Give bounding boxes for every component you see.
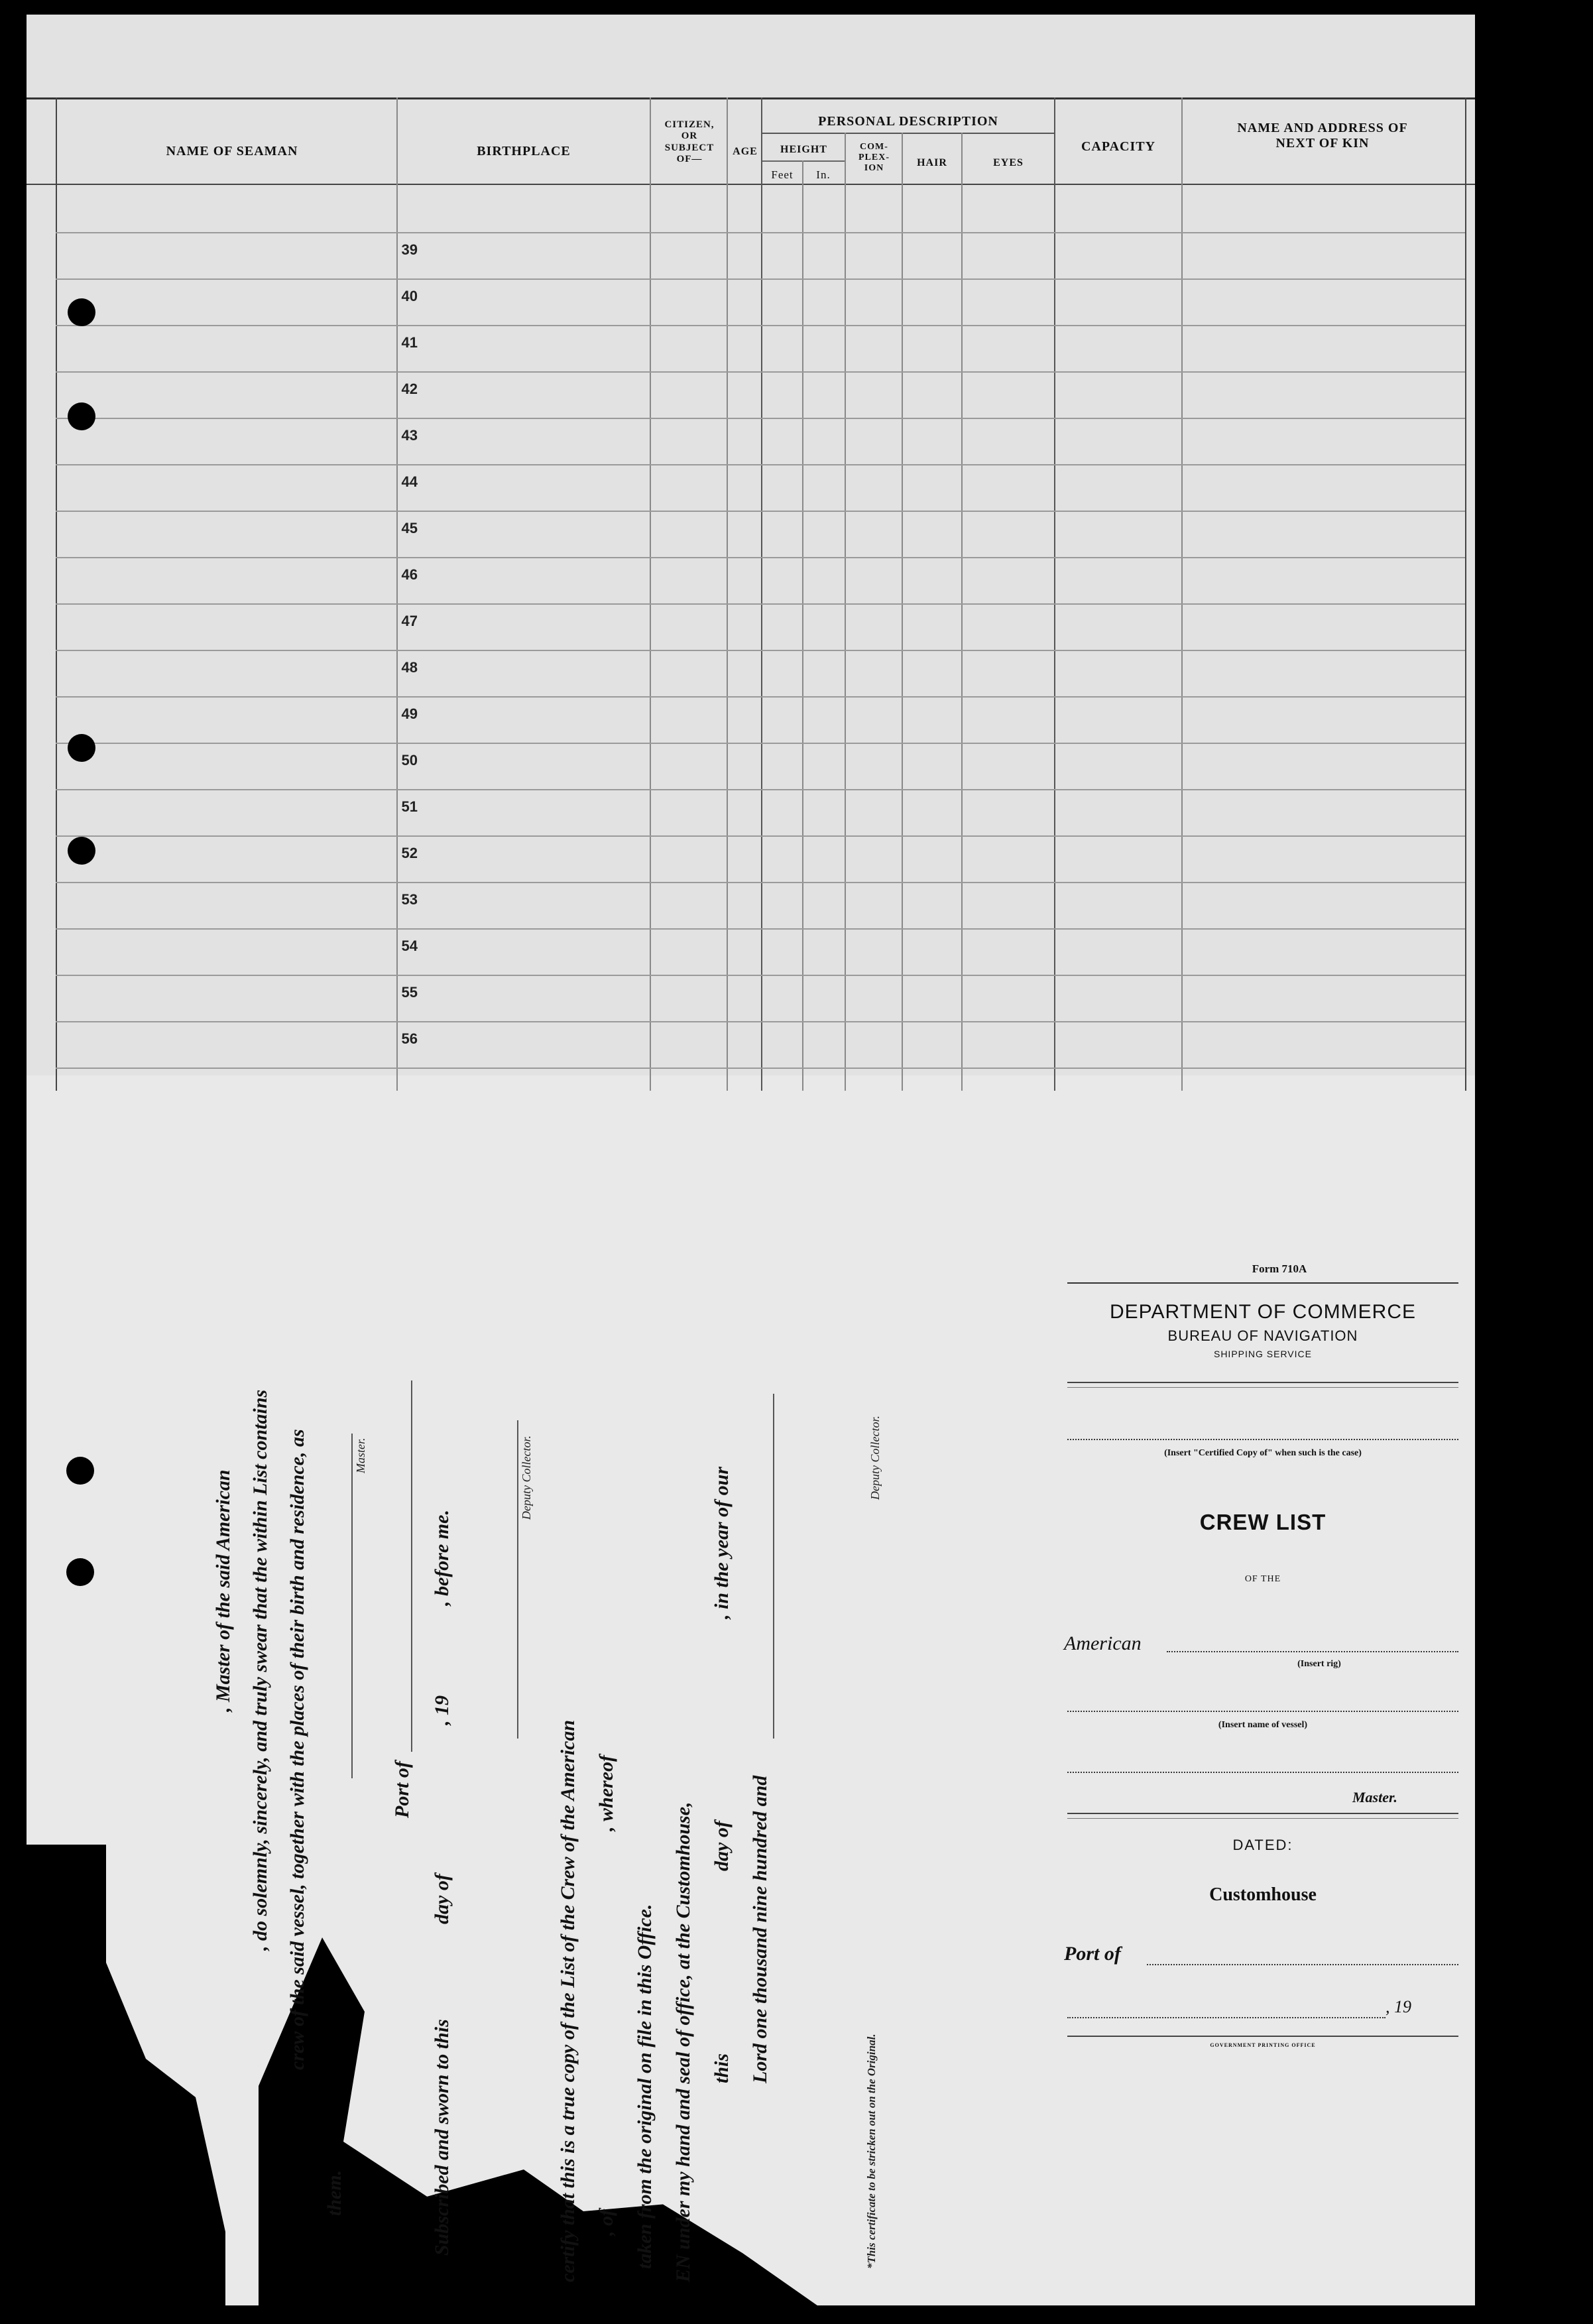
cert-line-crew-of-vessel: crew of the said vessel, together with the places of their birth and residence, as	[286, 1429, 308, 2070]
row-line	[56, 557, 1465, 558]
insert-vessel-note: (Insert name of vessel)	[1218, 1720, 1308, 1730]
row-number: 49	[401, 705, 418, 722]
cert-day-of-2: day of	[711, 1821, 733, 1871]
signature-deputy-label-2: Deputy Collector.	[868, 1416, 882, 1500]
department-name: DEPARTMENT OF COMMERCE	[1109, 1301, 1417, 1323]
row-number: 39	[401, 241, 418, 258]
cert-footnote: *This certificate to be stricken out on the Original.	[865, 2034, 878, 2269]
header-hair: HAIR	[917, 157, 947, 168]
header-bottom-border	[27, 184, 1475, 185]
year-prefix: , 19	[1386, 1997, 1411, 2016]
row-line	[56, 232, 1465, 233]
cover-rule	[1067, 1813, 1458, 1814]
cert-lord: Lord one thousand nine hundred and	[749, 1775, 771, 2083]
row-line	[56, 278, 1465, 280]
column-line	[802, 160, 803, 1091]
header-height: HEIGHT	[780, 144, 827, 155]
torn-edge	[27, 1924, 225, 2305]
signature-line	[773, 1394, 774, 1739]
signature-deputy-label: Deputy Collector.	[520, 1436, 533, 1520]
row-number: 55	[401, 984, 418, 1001]
row-line	[56, 789, 1465, 790]
row-number: 41	[401, 334, 418, 351]
date-line[interactable]	[1067, 2017, 1386, 2018]
cover-rule	[1067, 2036, 1458, 2037]
row-line	[56, 928, 1465, 930]
insert-rig-note: (Insert rig)	[1297, 1659, 1341, 1669]
cert-day-of: day of	[431, 1874, 453, 1924]
master-name-line[interactable]	[1067, 1772, 1458, 1773]
header-name-of-seaman: NAME OF SEAMAN	[166, 144, 298, 158]
american-label: American	[1064, 1632, 1142, 1654]
certified-copy-line[interactable]	[1067, 1439, 1458, 1440]
punch-hole	[68, 402, 95, 430]
row-line	[56, 696, 1465, 698]
row-number: 56	[401, 1030, 418, 1047]
header-age: AGE	[733, 146, 758, 157]
row-line	[56, 603, 1465, 605]
row-line	[56, 371, 1465, 373]
cert-year: , 19	[431, 1695, 453, 1725]
row-line	[56, 975, 1465, 976]
row-number: 40	[401, 288, 418, 304]
signature-line	[351, 1434, 353, 1778]
column-line	[650, 97, 651, 1091]
row-line	[56, 325, 1465, 326]
port-of-label: Port of	[1064, 1943, 1121, 1965]
header-citizen: CITIZEN, OR SUBJECT OF—	[664, 119, 715, 164]
header-complexion: COM- PLEX- ION	[858, 142, 890, 174]
row-number: 50	[401, 752, 418, 768]
vessel-name-line[interactable]	[1067, 1711, 1458, 1712]
row-number: 45	[401, 520, 418, 536]
cert-under-hand: EN under my hand and seal of office, at the Customhouse,	[672, 1802, 694, 2282]
cert-line-them: them.	[324, 2170, 345, 2216]
row-number: 51	[401, 798, 418, 815]
signature-line	[517, 1420, 518, 1739]
table-background	[27, 15, 1475, 1075]
column-line	[727, 97, 728, 1091]
cert-taken-from: taken from the original on file in this Office.	[634, 1904, 656, 2269]
form-number: Form 710A	[1252, 1262, 1307, 1275]
cover-rule	[1067, 1382, 1458, 1383]
row-number: 42	[401, 381, 418, 397]
cert-whereof: , whereof	[595, 1755, 617, 1831]
port-name-line[interactable]	[1147, 1964, 1458, 1965]
row-number: 48	[401, 659, 418, 676]
row-line	[56, 650, 1465, 651]
row-line	[56, 1068, 1465, 1069]
master-label: Master.	[1352, 1789, 1397, 1805]
row-number: 44	[401, 473, 418, 490]
cert-this: this	[711, 2053, 733, 2083]
cover-rule	[1067, 1387, 1458, 1388]
row-number: 53	[401, 891, 418, 908]
row-number: 43	[401, 427, 418, 444]
personal-description-underline	[762, 133, 1054, 134]
column-line	[902, 133, 903, 1091]
column-line	[1465, 97, 1466, 1091]
punch-hole	[66, 1558, 94, 1586]
row-line	[56, 882, 1465, 883]
cert-subscribed: Subscribed and sworn to this	[431, 2019, 453, 2256]
header-inches: In.	[816, 168, 831, 181]
cert-line-master-of-american: , Master of the said American	[212, 1469, 234, 1712]
header-capacity: CAPACITY	[1081, 139, 1156, 154]
signature-master-label: Master.	[354, 1437, 367, 1473]
row-line	[56, 835, 1465, 837]
certified-copy-note: (Insert "Certified Copy of" when such is the case)	[1164, 1448, 1362, 1458]
column-line	[1181, 97, 1183, 1091]
of-the-label: OF THE	[1244, 1574, 1281, 1584]
column-line	[1054, 97, 1055, 1091]
cert-in-year-of-our: , in the year of our	[711, 1466, 733, 1619]
row-number: 46	[401, 566, 418, 583]
cert-of: , of	[595, 2209, 617, 2236]
cover-rule	[1067, 1818, 1458, 1819]
bureau-name: BUREAU OF NAVIGATION	[1167, 1327, 1358, 1344]
service-name: SHIPPING SERVICE	[1213, 1349, 1312, 1359]
row-number: 47	[401, 613, 418, 629]
printing-office-note: GOVERNMENT PRINTING OFFICE	[1210, 2042, 1316, 2048]
row-line	[56, 418, 1465, 419]
crew-list-form-page	[27, 15, 1475, 2305]
punch-hole	[68, 734, 95, 762]
rig-input-line[interactable]	[1167, 1651, 1458, 1652]
table-top-border	[27, 97, 1475, 99]
column-line	[961, 133, 963, 1091]
cert-port-of: Port of	[391, 1761, 413, 1818]
row-line	[56, 1021, 1465, 1022]
row-number: 54	[401, 938, 418, 954]
dated-label: DATED:	[1232, 1837, 1293, 1853]
header-feet: Feet	[771, 168, 794, 181]
cert-line-solemnly-swear: , do solemnly, sincerely, and truly swear that the within List contains	[249, 1389, 271, 1951]
header-personal-description: PERSONAL DESCRIPTION	[818, 114, 998, 129]
oath-certificate	[212, 1235, 1008, 2282]
crew-list-title: CREW LIST	[1199, 1510, 1327, 1534]
port-line	[411, 1380, 412, 1752]
column-line	[761, 97, 762, 1091]
cert-certify-true-copy: certify that this is a true copy of the List of the Crew of the American	[557, 1719, 579, 2282]
customhouse-label: Customhouse	[1209, 1884, 1317, 1905]
row-line	[56, 743, 1465, 744]
cert-before-me: , before me.	[431, 1510, 453, 1606]
column-line	[845, 133, 846, 1091]
punch-hole	[68, 298, 95, 326]
punch-hole	[66, 1457, 94, 1485]
header-eyes: EYES	[993, 157, 1024, 168]
row-line	[56, 464, 1465, 465]
punch-hole	[68, 837, 95, 865]
height-underline	[762, 160, 845, 162]
header-birthplace: BIRTHPLACE	[477, 144, 571, 158]
header-next-of-kin: NAME AND ADDRESS OF NEXT OF KIN	[1237, 121, 1408, 151]
row-line	[56, 511, 1465, 512]
row-number: 52	[401, 845, 418, 861]
column-line	[56, 97, 57, 1091]
cover-rule	[1067, 1282, 1458, 1284]
